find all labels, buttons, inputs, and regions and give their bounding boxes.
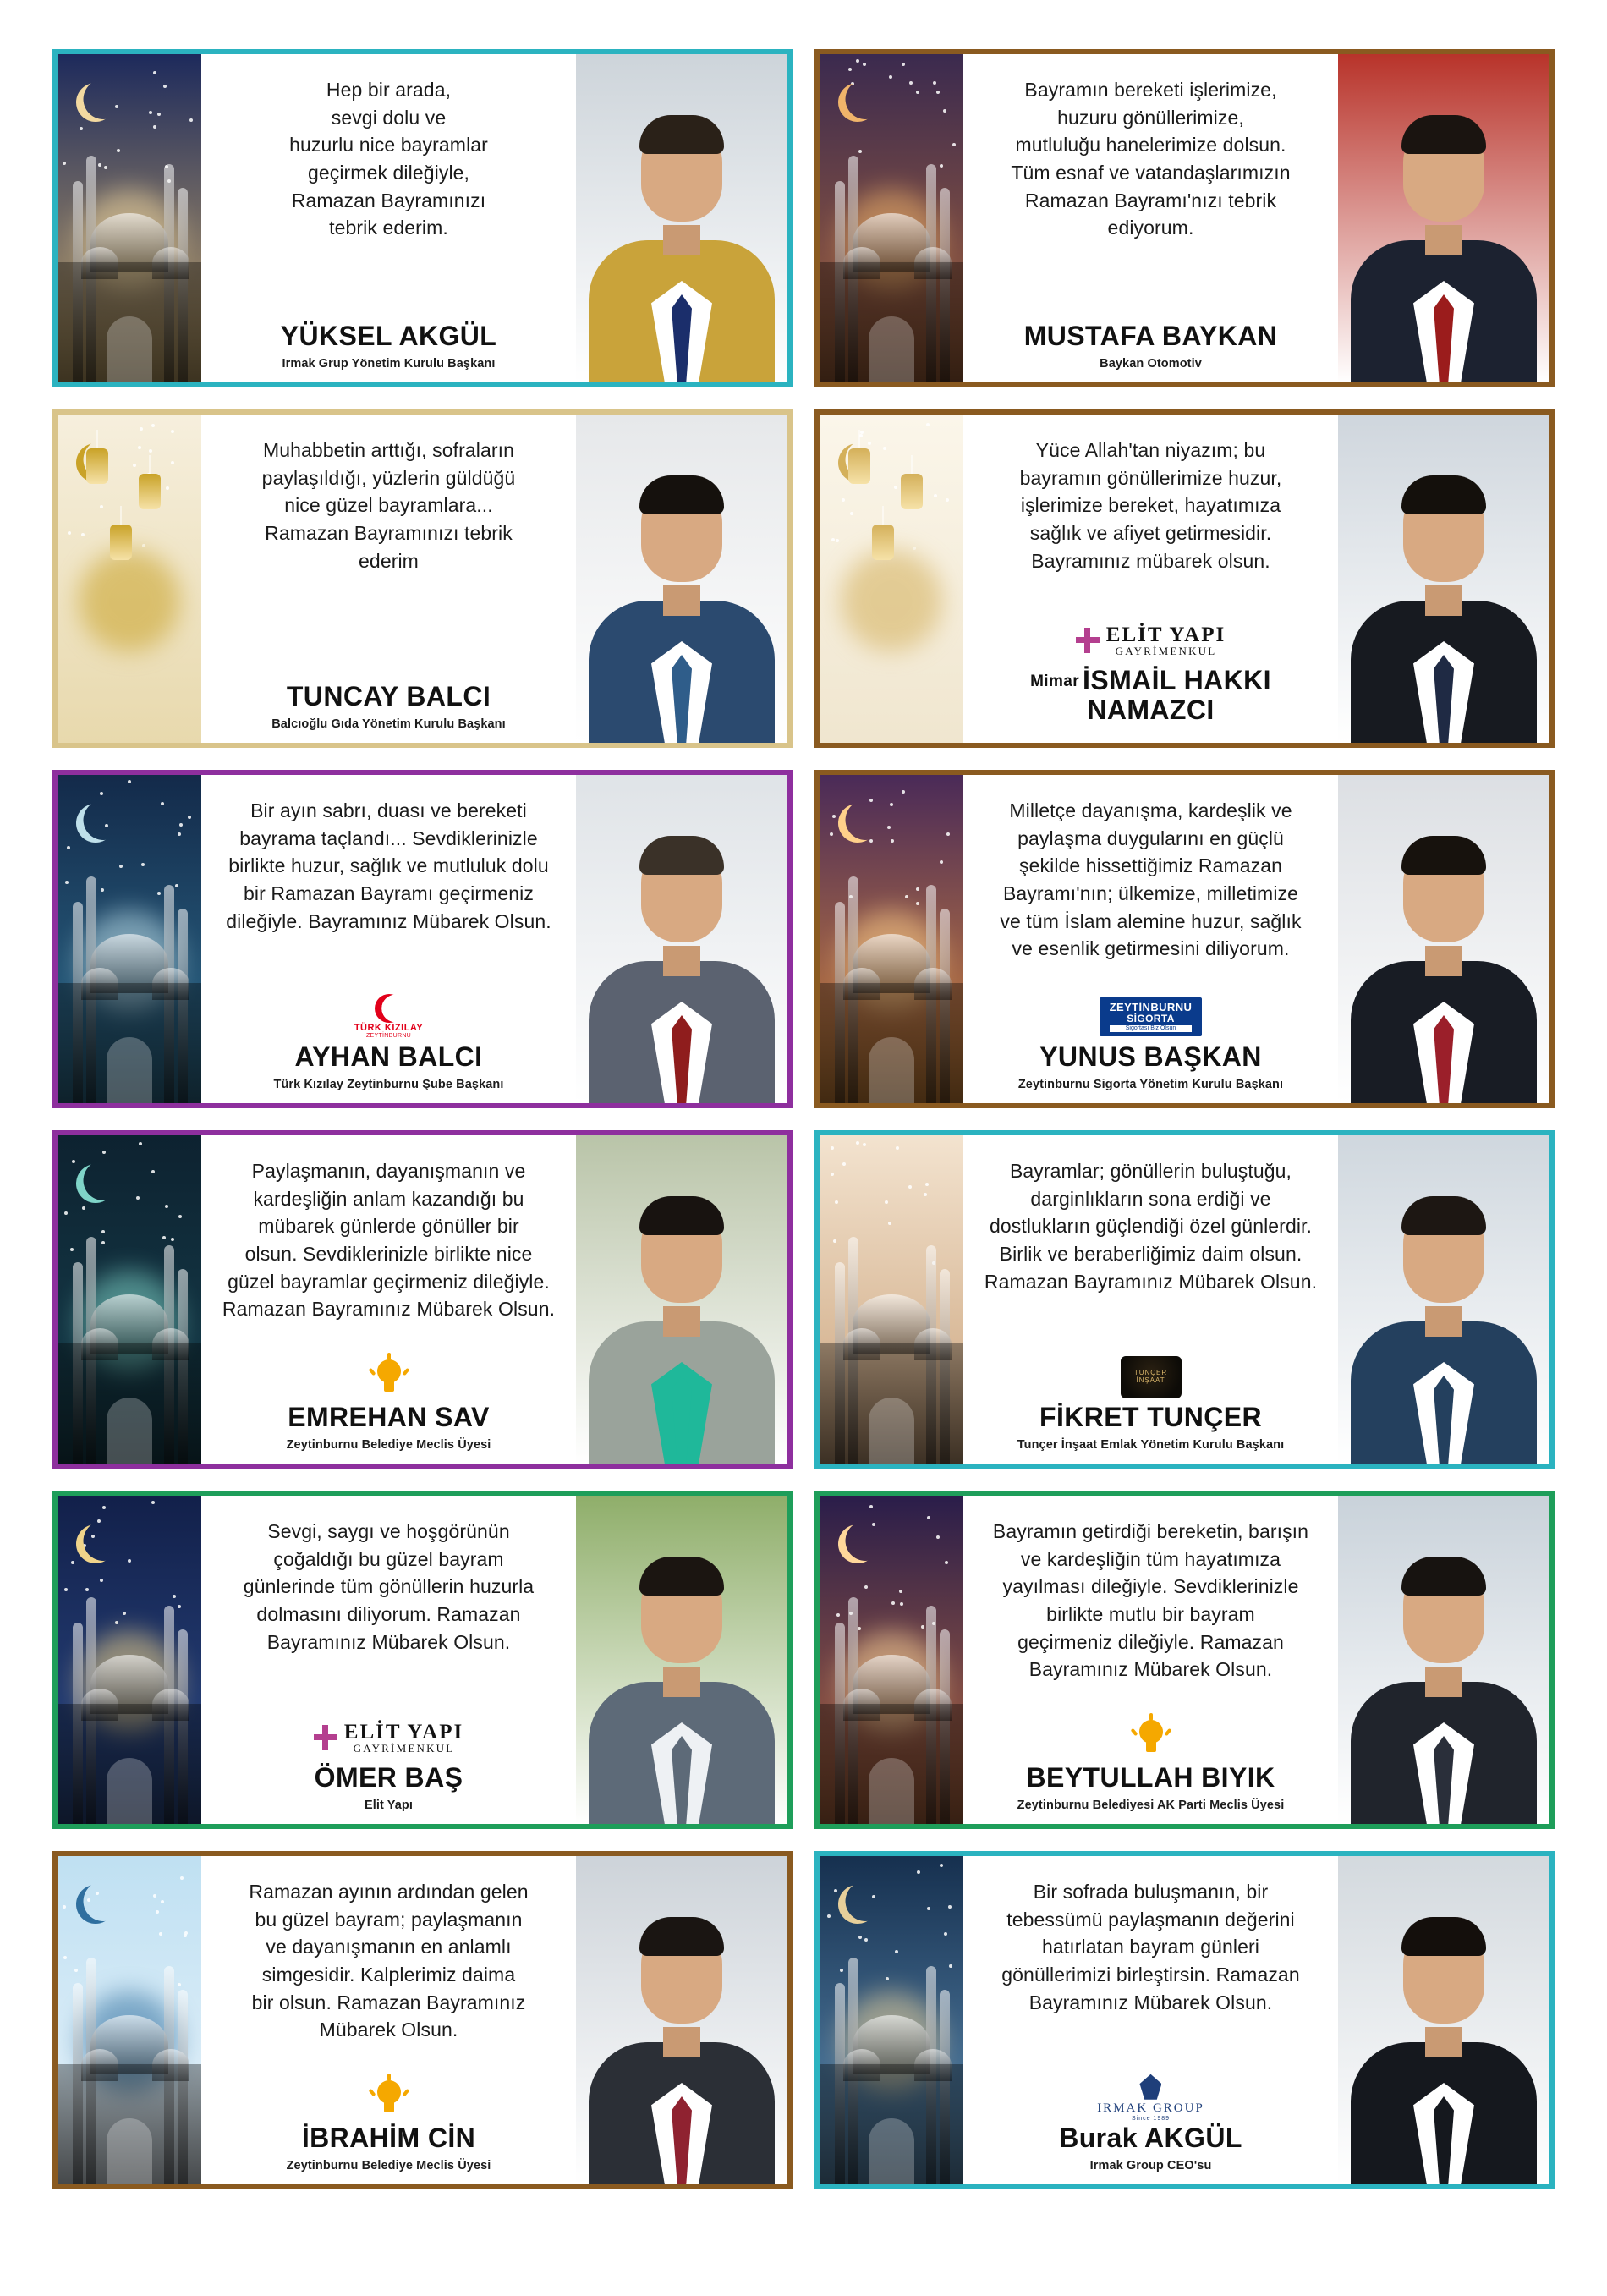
star-icon [835,1200,838,1204]
card-row [52,770,1555,1108]
card-row [52,409,1555,748]
photo-neck [663,1667,700,1697]
company-logo [370,1354,409,1401]
card-body [201,415,576,743]
star-icon [171,430,174,433]
decorative-art [58,1856,201,2184]
star-icon [927,1907,930,1910]
zeytinburnu-sigorta-logo [1100,997,1203,1036]
kizilay-logo-text: TÜRK KIZILAY [354,1023,424,1034]
portrait-photo [1338,54,1549,382]
greeting-message: Bir ayın sabrı, duası ve bereketi bayrama taçlandı... Sevdiklerinizle birlikte huzur, sağlık ve mutluluk dolu bir Ramazan Bayramı geçirmeniz dileğiyle. Bayramınız Mübarek Olsun. [226,799,551,932]
portrait-photo [1338,1496,1549,1824]
star-icon [902,63,905,66]
person-name-prefix: Mimar [1030,672,1080,690]
ray-icon [402,2089,409,2096]
ray-icon [402,1368,409,1376]
irmak-group-logo [1097,2074,1204,2122]
photo-hair [1401,1917,1486,1956]
star-icon [916,902,919,905]
photo-hair [639,1196,724,1235]
company-logo [1121,1354,1182,1401]
person-title: Türk Kızılay Zeytinburnu Şube Başkanı [273,1078,504,1091]
lightbulb-base-icon [1146,1741,1156,1752]
crescent-moon-icon [76,804,115,843]
greeting-card[interactable] [814,1851,1555,2189]
star-icon [924,1193,927,1196]
lightbulb-icon [377,1359,401,1383]
ray-icon [368,1368,376,1376]
company-logo [1076,617,1226,664]
photo-hair [1401,836,1486,875]
star-icon [886,1977,889,1980]
photo-hair [1401,1196,1486,1235]
portrait-photo [1338,415,1549,743]
crescent-moon-icon [76,1885,115,1924]
star-icon [101,1230,105,1233]
greeting-card[interactable] [814,1130,1555,1469]
star-icon [908,1185,912,1189]
company-logo [354,993,423,1041]
star-icon [157,892,161,895]
star-icon [831,1173,834,1176]
card-body [201,1496,576,1824]
lantern-icon [139,474,161,509]
card-body [201,54,576,382]
photo-neck [1425,2027,1462,2057]
greeting-card[interactable] [52,1851,793,2189]
greeting-message: Sevgi, saygı ve hoşgörünün çoğaldığı bu güzel bayram günlerinde tüm gönüllerin huzurla dolmasını diliyorum. Ramazan Bayramınız Mübarek Olsun. [243,1520,535,1653]
star-icon [946,498,949,502]
card-body [963,1856,1338,2184]
photo-hair [1401,1557,1486,1596]
elit-logo-subtext: GAYRİMENKUL [353,1741,455,1755]
tuncer-insaat-logo [1121,1356,1182,1398]
greeting-message: Bayramın getirdiği bereketin, barışın ve kardeşliğin tüm hayatımıza yayılması dileğiyle. Sevdiklerinizle birlikte mutlu bir bayram geçirmeniz dileğiyle. Ramazan Bayramınız Mübarek Olsun. [992,1520,1309,1681]
crescent-moon-icon [76,83,115,122]
zsigorta-logo-text: ZEYTİNBURNU [1109,1001,1193,1014]
photo-neck [1425,1306,1462,1337]
star-icon [831,1146,834,1150]
card-body [201,1856,576,2184]
portrait-photo [1338,1856,1549,2184]
decorative-art [58,415,201,743]
star-icon [133,464,136,467]
lantern-icon [901,474,923,509]
photo-hair [639,836,724,875]
arch-icon [107,316,152,382]
star-icon [834,1889,837,1892]
ray-icon [387,2074,391,2081]
star-icon [946,832,950,836]
greeting-message: Bir sofrada buluşmanın, bir tebessümü paylaşmanın değerini hatırlatan bayram günleri gönüllerimizi birleştirsin. Ramazan Bayramınız Mübarek Olsun. [1001,1881,1300,2013]
card-row [52,1491,1555,1829]
photo-neck [663,585,700,616]
lantern-icon [848,448,870,484]
card-body [963,415,1338,743]
greeting-message: Ramazan ayının ardından gelen bu güzel bayram; paylaşmanın ve dayanışmanın en anlamlı simgesidir. Kalplerimiz daima bir olsun. Ramazan Bayramınız Mübarek Olsun. [249,1881,529,2041]
star-icon [940,164,943,168]
decorative-art [58,1496,201,1824]
star-icon [936,91,940,94]
portrait-photo [576,415,787,743]
star-icon [156,1910,159,1914]
elit-yapi-logo [1076,624,1226,656]
star-icon [97,1519,101,1523]
star-icon [101,1241,105,1244]
arch-icon [869,1037,914,1103]
tuncer-logo-text: TUNÇER İNŞAAT [1133,1369,1168,1384]
arch-icon [107,1037,152,1103]
decorative-art [820,1135,963,1464]
red-crescent-icon [375,994,403,1023]
star-icon [872,1523,875,1526]
star-icon [869,839,873,843]
star-icon [891,839,894,843]
ak-parti-logo [370,2077,409,2119]
greeting-card[interactable] [52,770,793,1108]
decorative-art [820,54,963,382]
photo-neck [1425,1667,1462,1697]
star-icon [171,1238,174,1241]
star-icon [842,498,845,502]
photo-neck [1425,946,1462,976]
card-body [963,54,1338,382]
greeting-message: Milletçe dayanışma, kardeşlik ve paylaşma duygularını en güçlü şekilde hissettiğimiz Ramazan Bayramı'nın; ülkemize, milletimize ve tüm İslam alemine huzur, sağlık ve esenlik getirmesini diliyorum. [1000,799,1302,960]
photo-neck [663,946,700,976]
elit-yapi-logo [314,1722,463,1754]
greeting-card[interactable] [52,1130,793,1469]
company-logo [370,2074,409,2122]
arch-icon [869,316,914,382]
star-icon [830,832,833,836]
star-icon [171,461,174,464]
person-name-text: İSMAİL HAKKI NAMAZCI [1083,664,1271,725]
company-logo [314,1714,463,1761]
greeting-message: Paylaşmanın, dayanışmanın ve kardeşliğin anlam kazandığı bu mübarek günlerde gönüller bir olsun. Sevdiklerinizle birlikte nice güzel bayramlar geçirmeniz dileğiyle. Ramazan Bayramınız Mübarek Olsun. [222,1160,556,1321]
star-icon [883,447,886,450]
art-glow [79,550,180,651]
photo-hair [639,1917,724,1956]
star-icon [72,1160,75,1163]
star-icon [869,799,873,802]
photo-hair [1401,115,1486,154]
star-icon [926,423,930,426]
star-icon [827,1914,831,1918]
person-name: YÜKSEL AKGÜL [280,320,497,351]
star-icon [100,792,103,795]
person-title: Elit Yapı [364,1799,414,1812]
photo-hair [639,475,724,514]
person-title: Tunçer İnşaat Emlak Yönetim Kurulu Başkanı [1017,1438,1285,1452]
crescent-moon-icon [76,1524,115,1563]
ray-icon [387,1353,391,1360]
arch-icon [869,1758,914,1824]
star-icon [65,881,69,884]
lightbulb-base-icon [384,1381,394,1392]
portrait-photo [576,1496,787,1824]
greeting-message: Hep bir arada, sevgi dolu ve huzurlu nice bayramlar geçirmek dileğiyle, Ramazan Bayramınızı tebrik ederim. [289,79,488,239]
card-row [52,1130,1555,1469]
star-icon [949,1964,952,1968]
star-icon [115,105,118,108]
greeting-message: Yüce Allah'tan niyazım; bu bayramın gönüllerimize huzur, işlerimize bereket, hayatımıza sağlık ve afiyet getirmesidir. Bayramınız mübarek olsun. [1019,439,1282,572]
decorative-art [820,775,963,1103]
star-icon [165,1205,168,1208]
photo-neck [1425,225,1462,255]
star-icon [161,802,164,805]
elit-logo-subtext: GAYRİMENKUL [1115,644,1217,657]
star-icon [888,1222,891,1225]
card-row [52,49,1555,387]
decorative-art [58,54,201,382]
star-icon [98,163,101,167]
star-icon [850,512,853,515]
greeting-card[interactable] [814,1491,1555,1829]
zsigorta-logo-tagline: Sigortası Biz Olsun [1110,1025,1193,1031]
star-icon [944,1932,947,1936]
zsigorta-logo-subtext: SİGORTA [1127,1012,1175,1024]
decorative-art [820,415,963,743]
kizilay-logo [354,994,423,1039]
person-name: ÖMER BAŞ [314,1761,463,1793]
elit-mark-icon [314,1725,337,1750]
crescent-moon-icon [838,1885,877,1924]
photo-hair [1401,475,1486,514]
decorative-art [58,1135,201,1464]
crescent-moon-icon [838,804,877,843]
star-icon [70,1248,74,1251]
arch-icon [107,2118,152,2184]
star-icon [82,1206,85,1210]
lightbulb-icon [1139,1720,1163,1744]
art-glow [841,550,942,651]
star-icon [858,150,862,153]
star-icon [945,1561,948,1564]
decorative-art [820,1856,963,2184]
person-name: EMREHAN SAV [288,1401,490,1432]
photo-hair [639,115,724,154]
star-icon [832,815,836,818]
person-name: FİKRET TUNÇER [1039,1401,1262,1432]
star-icon [189,118,193,122]
card-body [201,775,576,1103]
star-icon [128,1559,131,1563]
card-body [963,1135,1338,1464]
star-icon [842,1162,846,1166]
portrait-photo [576,775,787,1103]
ray-icon [368,2089,376,2096]
card-body [963,775,1338,1103]
ak-parti-logo [1132,1717,1171,1759]
ray-icon [1149,1713,1153,1721]
star-icon [178,1215,182,1218]
greeting-message: Bayramın bereketi işlerimize, huzuru gönüllerimize, mutluluğu hanelerimize dolsun. Tüm esnaf ve vatandaşlarımızın Ramazan Bayramı'nızı tebrik ediyorum. [1011,79,1291,239]
photo-neck [663,1306,700,1337]
lantern-icon [872,525,894,560]
greeting-card[interactable] [814,409,1555,748]
person-name: İBRAHİM CİN [301,2122,476,2153]
star-icon [188,816,191,819]
person-title: Zeytinburnu Belediyesi AK Parti Meclis Üyesi [1017,1799,1285,1812]
portrait-photo [576,1135,787,1464]
company-logo [1132,1714,1171,1761]
star-icon [940,1864,943,1867]
crescent-moon-icon [76,1164,115,1203]
lightbulb-base-icon [384,2101,394,2112]
arch-icon [869,1398,914,1464]
lightbulb-icon [377,2080,401,2104]
person-name: BEYTULLAH BIYIK [1026,1761,1275,1793]
photo-neck [1425,585,1462,616]
person-name [979,666,1323,725]
card-row [52,1851,1555,2189]
star-icon [100,505,103,508]
star-icon [178,1983,181,1986]
decorative-art [820,1496,963,1824]
greeting-card[interactable] [52,1491,793,1829]
greeting-message: Bayramlar; gönüllerin buluştuğu, darginlıkların sona erdiği ve dostlukların güçlendiği özel günlerdir. Birlik ve beraberliğimiz daim olsun. Ramazan Bayramınız Mübarek Olsun. [984,1160,1318,1293]
greeting-card[interactable] [814,770,1555,1108]
crescent-moon-icon [838,1164,877,1203]
person-title: Irmak Grup Yönetim Kurulu Başkanı [282,357,496,371]
portrait-photo [1338,775,1549,1103]
photo-neck [663,225,700,255]
star-icon [885,1200,888,1204]
star-icon [162,1236,166,1239]
crescent-moon-icon [838,83,877,122]
portrait-photo [576,1856,787,2184]
star-icon [85,1588,89,1591]
irmak-mark-icon [1139,2074,1161,2100]
person-title: Baykan Otomotiv [1100,357,1202,371]
arch-icon [869,2118,914,2184]
crescent-moon-icon [838,1524,877,1563]
person-name: AYHAN BALCI [294,1041,483,1072]
irmak-logo-subtext: Since 1989 [1131,2115,1170,2122]
portrait-photo [1338,1135,1549,1464]
star-icon [136,1196,140,1200]
person-title: Zeytinburnu Belediye Meclis Üyesi [286,1438,491,1452]
decorative-art [58,775,201,1103]
lantern-icon [110,525,132,560]
photo-neck [663,2027,700,2057]
lantern-icon [86,448,108,484]
person-name: Burak AKGÜL [1059,2122,1242,2153]
greeting-card[interactable] [814,49,1555,387]
portrait-photo [576,54,787,382]
person-title: Zeytinburnu Belediye Meclis Üyesi [286,2159,491,2172]
star-icon [64,1588,68,1591]
person-title: Zeytinburnu Sigorta Yönetim Kurulu Başkanı [1017,1078,1284,1091]
person-name: MUSTAFA BAYKAN [1023,320,1278,351]
elit-logo-text: ELİT YAPI [343,1720,464,1744]
star-icon [149,449,152,453]
star-icon [913,547,916,550]
company-logo [1097,2074,1204,2122]
person-name: YUNUS BAŞKAN [1039,1041,1262,1072]
star-icon [916,91,919,94]
star-icon [891,1601,895,1605]
elit-logo-text: ELİT YAPI [1105,623,1226,646]
card-body [963,1496,1338,1824]
kizilay-logo-subtext: ZEYTİNBURNU [365,1033,412,1040]
star-icon [119,865,123,868]
star-icon [933,81,936,85]
irmak-logo-text: IRMAK GROUP [1097,2101,1204,2115]
company-logo [1100,993,1203,1041]
person-name: TUNCAY BALCI [286,680,491,711]
star-icon [864,1585,868,1589]
photo-hair [639,1557,724,1596]
arch-icon [107,1758,152,1824]
star-icon [895,1950,898,1953]
ray-icon [1164,1728,1171,1736]
greeting-card[interactable] [52,409,793,748]
greeting-card[interactable] [52,49,793,387]
elit-mark-icon [1076,628,1100,653]
arch-icon [107,1398,152,1464]
star-icon [180,1876,184,1880]
ak-parti-logo [370,1356,409,1398]
greeting-message: Muhabbetin arttığı, sofraların paylaşıldığı, yüzlerin güldüğü nice güzel bayramlara... Ramazan Bayramınızı tebrik ederim [261,439,516,572]
star-icon [153,71,156,74]
person-title: Balcıoğlu Gıda Yönetim Kurulu Başkanı [271,717,506,731]
star-icon [117,149,120,152]
card-body [201,1135,576,1464]
star-icon [863,63,866,66]
person-title: Irmak Group CEO'su [1089,2159,1212,2172]
ray-icon [1130,1728,1138,1736]
